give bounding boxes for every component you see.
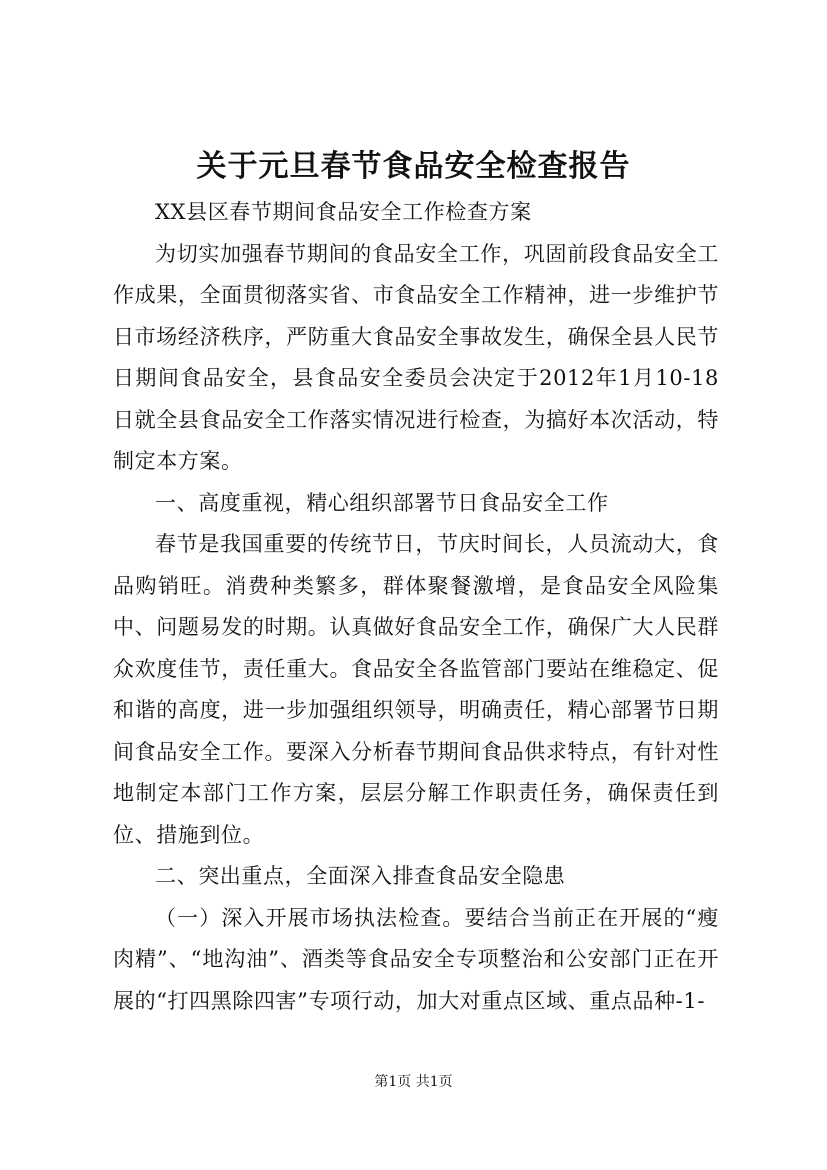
paragraph-subtitle: XX县区春节期间食品安全工作检查方案 (155, 200, 532, 224)
document-title: 关于元旦春节食品安全检查报告 (196, 149, 631, 184)
paragraph-section-2-1: （一）深入开展市场执法检查。要结合当前正在开展的“瘦肉精”、“地沟油”、酒类等食品安全专项整治和公安部门正在开展的“打四黑除四害”专项行动，加大对重点区域、重点品种-1- (113, 905, 719, 1013)
paragraph-intro: 为切实加强春节期间的食品安全工作，巩固前段食品安全工作成果，全面贯彻落实省、市食品安全工作精神，进一步维护节日市场经济秩序，严防重大食品安全事故发生，确保全县人民节日期间食品安全，县食品安全委员会决定于2012年1月10-18日就全县食品安全工作落实情况进行检查，为搞好本次活动，特制定本方案。 (113, 241, 719, 473)
page-footer: 第1页 共1页 (374, 1074, 453, 1090)
section-heading-2: 二、突出重点，全面深入排查食品安全隐患 (155, 864, 566, 888)
paragraph-section-1: 春节是我国重要的传统节日，节庆时间长，人员流动大，食品购销旺。消费种类繁多，群体聚餐激增，是食品安全风险集中、问题易发的时期。认真做好食品安全工作，确保广大人民群众欢度佳节，责任重大。食品安全各监管部门要站在维稳定、促和谐的高度，进一步加强组织领导，明确责任，精心部署节日期间食品安全工作。要深入分析春节期间食品供求特点，有针对性地制定本部门工作方案，层层分解工作职责任务，确保责任到位、措施到位。 (113, 532, 719, 847)
document-body (113, 192, 719, 1022)
section-heading-1: 一、高度重视，精心组织部署节日食品安全工作 (155, 490, 609, 515)
